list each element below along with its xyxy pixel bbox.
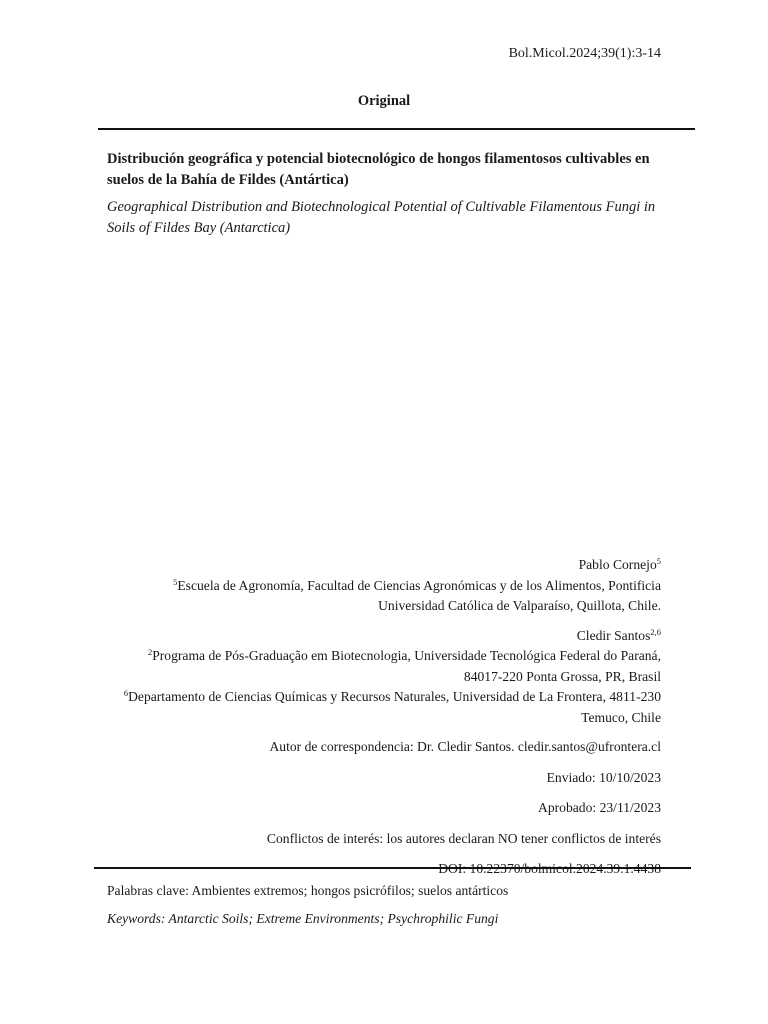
author-name: Pablo Cornejo$^5$ xyxy=(578,556,661,572)
author-name: Cledir Santos$^{2,6}$ xyxy=(576,626,661,643)
keywords-spanish: Palabras clave: Ambientes extremos; hongos psicrófilos; suelos antárticos xyxy=(107,883,509,898)
correspondence-line: Autor de correspondencia: Dr. Cledir Santos. cledir.santos@ufrontera.cl xyxy=(269,739,661,754)
affiliation-continued: Universidad Católica de Valparaíso, Quillota, Chile. xyxy=(378,598,661,613)
doi-line: DOI: 10.22370/bolmicol.2024.39.1.4438 xyxy=(438,861,661,876)
bottom-divider xyxy=(94,867,691,869)
top-divider xyxy=(98,128,695,130)
approved-date: Aprobado: 23/11/2023 xyxy=(538,800,661,815)
affiliation-continued: Temuco, Chile xyxy=(581,709,661,725)
affiliation: $^5$Escuela de Agronomía, Facultad de Ciencias Agronómicas y de los Alimentos, Pontificia xyxy=(173,576,661,593)
affiliation-superscript: 6 xyxy=(123,688,129,698)
author-superscript: 2,6 xyxy=(650,626,661,637)
article-title-english: Geographical Distribution and Biotechnological Potential of Cultivable Filamentous Fungi in Soils of Fildes Bay (Antarctica) xyxy=(107,199,656,236)
affiliation: $^6$Departamento de Ciencias Químicas y Recursos Naturales, Universidad de La Frontera, 4811-230 xyxy=(123,688,661,704)
journal-citation: Bol.Micol.2024;39(1):3-14 xyxy=(508,46,661,61)
affiliation-continued: 84017-220 Ponta Grossa, PR, Brasil xyxy=(463,668,661,684)
author-superscript: 5 xyxy=(656,556,661,566)
affiliation-superscript: 2 xyxy=(147,647,153,657)
conflicts-statement: Conflictos de interés: los autores declaran NO tener conflictos de interés xyxy=(266,830,661,846)
article-title-spanish: Distribución geográfica y potencial biotecnológico de hongos filamentosos cultivables en suelos de la Bahía de Fildes (Antártica) xyxy=(107,151,650,188)
submitted-date: Enviado: 10/10/2023 xyxy=(546,769,661,785)
keywords-english: Keywords: Antarctic Soils; Extreme Environments; Psychrophilic Fungi xyxy=(107,911,499,926)
author-affiliations xyxy=(81,555,661,880)
affiliation-superscript: 5 xyxy=(173,576,178,587)
article-type-label: Original xyxy=(357,93,411,109)
affiliation: $^2$Programa de Pós-Graduação em Biotecnologia, Universidade Tecnológica Federal do Paraná, xyxy=(147,647,661,663)
